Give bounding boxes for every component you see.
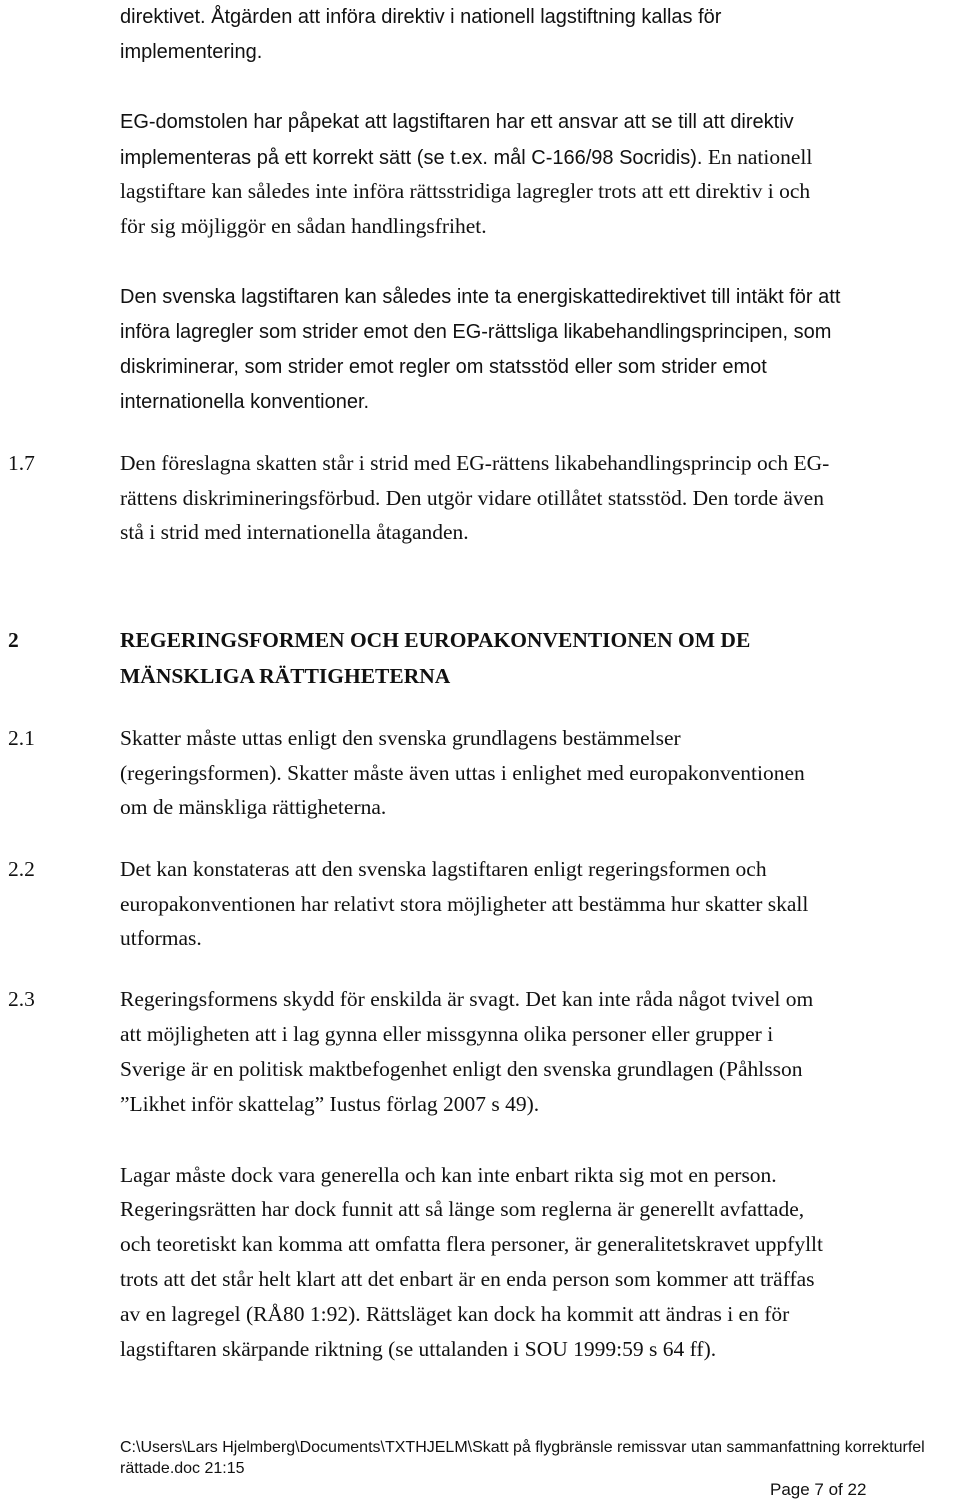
paragraph-line	[120, 145, 812, 170]
section-line: att möjligheten att i lag gynna eller missgynna olika personer eller grupper i	[120, 1022, 774, 1046]
paragraph-line: av en lagregel (RÅ80 1:92). Rättsläget kan dock ha kommit att ändras i en för	[120, 1302, 790, 1326]
footer-file-path: C:\Users\Lars Hjelmberg\Documents\TXTHJELM\Skatt på flygbränsle remissvar utan sammanfattning korrekturfel	[120, 1439, 925, 1456]
section-number: 2.3	[8, 987, 35, 1011]
paragraph-line: Lagar måste dock vara generella och kan inte enbart rikta sig mot en person.	[120, 1163, 777, 1187]
paragraph-line: diskriminerar, som strider emot regler om statsstöd eller som strider emot	[120, 356, 767, 378]
section-number: 2.1	[8, 726, 35, 750]
section-line: stå i strid med internationella åtaganden.	[120, 520, 469, 544]
paragraph-line: direktivet. Åtgärden att införa direktiv i nationell lagstiftning kallas för	[120, 6, 722, 28]
section-line: Det kan konstateras att den svenska lagstiftaren enligt regeringsformen och	[120, 857, 767, 881]
section-line: Sverige är en politisk maktbefogenhet enligt den svenska grundlagen (Påhlsson	[120, 1057, 803, 1081]
section-line: europakonventionen har relativt stora möjligheter att bestämma hur skatter skall	[120, 892, 809, 916]
paragraph-line: införa lagregler som strider emot den EG-rättsliga likabehandlingsprincipen, som	[120, 321, 832, 343]
paragraph-text-serif: En nationell	[702, 145, 813, 169]
paragraph-line: lagstiftare kan således inte införa rättsstridiga lagregler trots att ett direktiv i och	[120, 179, 811, 203]
section-line: Skatter måste uttas enligt den svenska grundlagens bestämmelser	[120, 726, 681, 750]
section-line: rättens diskrimineringsförbud. Den utgör vidare otillåtet statsstöd. Den torde även	[120, 486, 824, 510]
section-line: om de mänskliga rättigheterna.	[120, 795, 387, 819]
footer-file-path-continued: rättade.doc 21:15	[120, 1460, 245, 1477]
paragraph-line: och teoretiskt kan komma att omfatta flera personer, är generalitetskravet uppfyllt	[120, 1232, 823, 1256]
section-line: Den föreslagna skatten står i strid med EG-rättens likabehandlingsprincip och EG-	[120, 451, 830, 475]
section-line: ”Likhet inför skattelag” Iustus förlag 2007 s 49).	[120, 1092, 540, 1116]
heading-line: MÄNSKLIGA RÄTTIGHETERNA	[120, 664, 451, 688]
paragraph-line: trots att det står helt klart att det enbart är en enda person som kommer att träffas	[120, 1267, 815, 1291]
paragraph-line: EG-domstolen har påpekat att lagstiftaren har ett ansvar att se till att direktiv	[120, 111, 794, 133]
heading-line: REGERINGSFORMEN OCH EUROPAKONVENTIONEN OM DE	[120, 628, 751, 652]
section-number: 2.2	[8, 857, 35, 881]
section-line: utformas.	[120, 926, 202, 950]
paragraph-line: för sig möjliggör en sådan handlingsfrihet.	[120, 214, 487, 238]
section-line: Regeringsformens skydd för enskilda är svagt. Det kan inte råda något tvivel om	[120, 987, 814, 1011]
paragraph-line: internationella konventioner.	[120, 391, 370, 413]
paragraph-line: Regeringsrätten har dock funnit att så länge som reglerna är generellt avfattade,	[120, 1197, 805, 1221]
paragraph-line: lagstiftaren skärpande riktning (se uttalanden i SOU 1999:59 s 64 ff).	[120, 1337, 717, 1361]
paragraph-line: Den svenska lagstiftaren kan således inte ta energiskattedirektivet till intäkt för att	[120, 286, 841, 308]
heading-number: 2	[8, 628, 19, 652]
section-line: (regeringsformen). Skatter måste även uttas i enlighet med europakonventionen	[120, 761, 805, 785]
page-number: Page 7 of 22	[770, 1480, 867, 1499]
paragraph-line: implementering.	[120, 41, 263, 63]
section-number: 1.7	[8, 451, 35, 475]
paragraph-text-sans: implementeras på ett korrekt sätt (se t.ex. mål C-166/98 Socridis).	[120, 147, 703, 169]
